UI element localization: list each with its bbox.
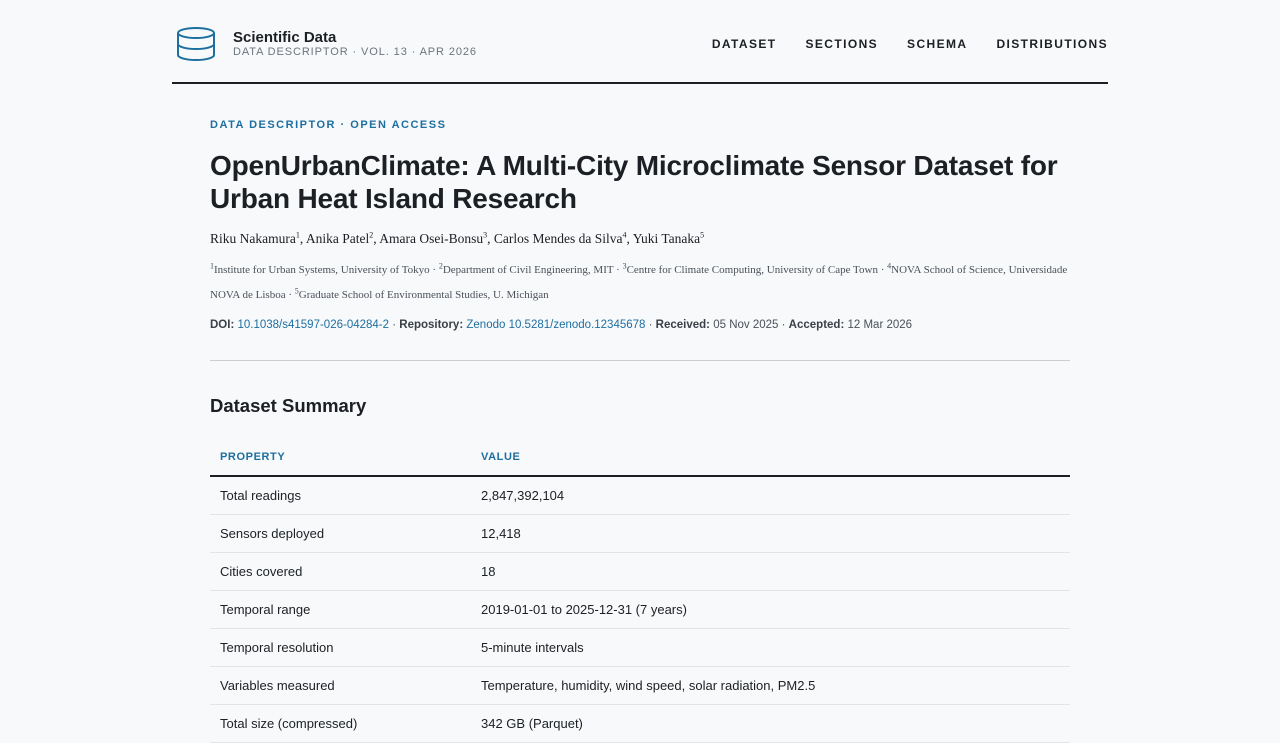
value-cell: 342 GB (Parquet): [471, 705, 1070, 743]
dataset-summary-heading: Dataset Summary: [210, 395, 367, 416]
section-divider: [210, 360, 1070, 361]
affiliation: Department of Civil Engineering, MIT: [442, 264, 614, 276]
property-cell: Variables measured: [210, 667, 471, 705]
author-name[interactable]: Anika Patel: [305, 231, 370, 246]
author-list: Riku Nakamura$^1$, Anika Patel$^2$, Amara Osei-Bonsu$^3$, Carlos Mendes da Silva$^4$, Yuki Tanaka$^5$: [210, 230, 705, 246]
doi-link[interactable]: 10.1038/s41597-026-04284-2: [237, 319, 390, 331]
author-affiliation-marker: 1: [295, 230, 300, 240]
table-row: [210, 629, 1070, 667]
value-cell: Temperature, humidity, wind speed, solar radiation, PM2.5: [471, 667, 1070, 705]
property-cell: Total size (compressed): [210, 705, 471, 743]
table-row: [210, 705, 1070, 743]
table-row: [210, 515, 1070, 553]
column-header-value: VALUE: [471, 439, 1070, 476]
column-header-property: PROPERTY: [210, 439, 471, 476]
property-cell: Total readings: [210, 476, 471, 515]
affiliation-number: 5: [294, 286, 299, 296]
dataset-summary-table: [210, 439, 1070, 743]
author-name[interactable]: Yuki Tanaka: [632, 231, 701, 246]
value-cell: 5-minute intervals: [471, 629, 1070, 667]
table-row: [210, 667, 1070, 705]
nav-dataset[interactable]: DATASET: [711, 37, 777, 51]
affiliation: Institute for Urban Systems, University of Tokyo: [214, 264, 430, 276]
author-name[interactable]: Riku Nakamura: [210, 231, 296, 246]
affiliation: Graduate School of Environmental Studies, U. Michigan: [298, 289, 549, 301]
article-kicker: DATA DESCRIPTOR · OPEN ACCESS: [210, 119, 447, 131]
value-cell: 2019-01-01 to 2025-12-31 (7 years): [471, 591, 1070, 629]
table-row: [210, 476, 1070, 515]
affiliation: Centre for Climate Computing, University of Cape Town: [626, 264, 878, 276]
table-row: [210, 553, 1070, 591]
value-cell: 2,847,392,104: [471, 476, 1070, 515]
site-header: [172, 0, 1108, 84]
article-meta: DOI: 10.1038/s41597-026-04284-2 · Repository: Zenodo 10.5281/zenodo.12345678 · Received: 05 Nov 2025 · Accepted: 12 Mar 2026: [210, 319, 913, 331]
property-cell: Cities covered: [210, 553, 471, 591]
author-affiliation-marker: 2: [369, 230, 374, 240]
article-title: OpenUrbanClimate: A Multi-City Microclimate Sensor Dataset for Urban Heat Island Research: [210, 150, 1058, 214]
doi-label: DOI:: [210, 319, 235, 331]
table-header-row: [210, 439, 1070, 476]
author-name[interactable]: Carlos Mendes da Silva: [493, 231, 623, 246]
main-nav: [712, 37, 1108, 51]
property-cell: Sensors deployed: [210, 515, 471, 553]
author-affiliation-marker: 4: [622, 230, 627, 240]
database-logo-icon: [176, 26, 216, 62]
property-cell: Temporal range: [210, 591, 471, 629]
issue-subtitle: DATA DESCRIPTOR · VOL. 13 · APR 2026: [233, 46, 477, 58]
value-cell: 18: [471, 553, 1070, 591]
accepted-label: Accepted:: [788, 319, 845, 331]
author-affiliation-marker: 5: [700, 230, 705, 240]
received-label: Received:: [655, 319, 711, 331]
affiliation-number: 2: [438, 261, 443, 271]
author-name[interactable]: Amara Osei-Bonsu: [379, 231, 484, 246]
value-cell: 12,418: [471, 515, 1070, 553]
repository-link[interactable]: Zenodo 10.5281/zenodo.12345678: [466, 319, 646, 331]
author-affiliation-marker: 3: [483, 230, 488, 240]
brand-title[interactable]: Scientific Data: [233, 29, 337, 46]
repository-label: Repository:: [399, 319, 464, 331]
nav-schema[interactable]: SCHEMA: [907, 37, 968, 51]
nav-sections[interactable]: SECTIONS: [805, 37, 879, 51]
affiliation-number: 3: [622, 261, 627, 271]
table-row: [210, 591, 1070, 629]
affiliation-number: 1: [210, 261, 214, 271]
affiliation-list: $^1$Institute for Urban Systems, University of Tokyo · $^2$Department of Civil Engineering, MIT · $^3$Centre for Climate Computing, University of Cape Town · $^4$NOVA School of Science, Universidade NOVA de Lisboa · $^5$Graduate School of Environmental Studies, U. Michigan: [210, 261, 1068, 301]
affiliation: NOVA School of Science, Universidade NOVA de Lisboa: [210, 264, 1068, 301]
property-cell: Temporal resolution: [210, 629, 471, 667]
received-date: 05 Nov 2025: [713, 319, 779, 331]
affiliation-number: 4: [887, 261, 892, 271]
accepted-date: 12 Mar 2026: [847, 319, 913, 331]
nav-distributions[interactable]: DISTRIBUTIONS: [996, 37, 1108, 51]
